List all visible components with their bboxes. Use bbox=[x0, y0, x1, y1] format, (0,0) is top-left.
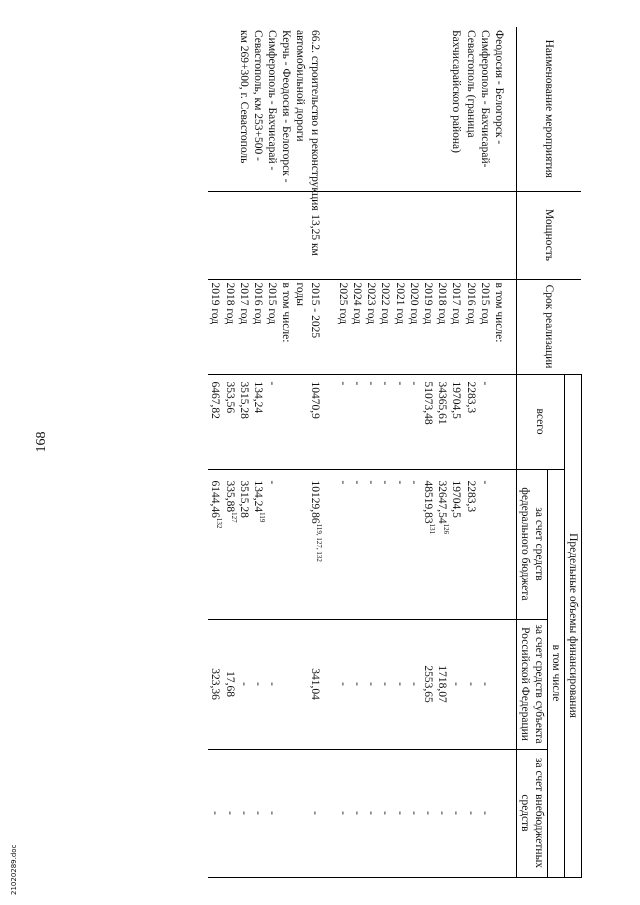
extrabudget-value: - bbox=[450, 811, 463, 815]
federal-value bbox=[265, 473, 279, 616]
extrabudget-value: - bbox=[478, 811, 491, 815]
term-value: 2016 год bbox=[464, 282, 477, 325]
term-value: 2022 год bbox=[379, 282, 392, 325]
header-financing-limits: Предельные объемы финансирования bbox=[564, 374, 581, 877]
extrabudget-column bbox=[208, 749, 325, 877]
term-value: 2020 год bbox=[407, 282, 420, 325]
extrabudget-value: - bbox=[266, 811, 279, 815]
federal-amount: 134,24 bbox=[251, 480, 264, 513]
federal-amount: 2283,3 bbox=[464, 480, 477, 513]
federal-value bbox=[463, 473, 477, 616]
table-body bbox=[208, 27, 516, 877]
subject-value: 2553,65 bbox=[422, 665, 434, 703]
total-value: - bbox=[351, 381, 364, 386]
total-value: 51073,48 bbox=[422, 381, 434, 425]
subject-value: - bbox=[478, 682, 491, 686]
federal-value bbox=[421, 473, 435, 616]
extrabudget-value: - bbox=[351, 811, 364, 815]
federal-value bbox=[449, 473, 463, 616]
federal-amount: 3515,28 bbox=[237, 480, 250, 518]
subject-value: - bbox=[336, 682, 349, 686]
federal-column bbox=[208, 469, 325, 619]
term-value: 2025 год bbox=[336, 282, 349, 325]
total-value: 353,56 bbox=[223, 381, 236, 414]
total-column bbox=[336, 374, 517, 469]
subject-value bbox=[492, 623, 506, 746]
federal-value bbox=[378, 473, 392, 616]
header-term: Срок реализации bbox=[516, 279, 581, 374]
extrabudget-value bbox=[492, 753, 506, 874]
federal-value bbox=[478, 473, 492, 616]
activity-name bbox=[336, 27, 517, 191]
activity-name-line: Керчь - Феодосия - Белогорск - bbox=[280, 30, 293, 183]
term-value: годы bbox=[294, 282, 307, 306]
subject-value: 1718,07 bbox=[436, 665, 449, 703]
term-value: 2019 год bbox=[209, 282, 222, 325]
subject-value bbox=[279, 623, 293, 746]
federal-column bbox=[336, 469, 517, 619]
extrabudget-value: - bbox=[436, 811, 449, 815]
total-value: - bbox=[407, 381, 420, 386]
total-value: 134,24 bbox=[251, 381, 264, 414]
activity-name-line: Бахчисарайского района) bbox=[450, 30, 463, 153]
federal-value bbox=[293, 473, 307, 616]
federal-amount: 335,88 bbox=[223, 480, 236, 513]
total-value: - bbox=[478, 381, 491, 386]
federal-amount: - bbox=[266, 480, 279, 485]
rotated-page-content bbox=[72, 27, 582, 877]
federal-amount: 32647,54 bbox=[436, 480, 449, 524]
extrabudget-value: - bbox=[464, 811, 477, 815]
federal-amount: 19704,5 bbox=[450, 480, 463, 518]
extrabudget-column bbox=[336, 749, 517, 877]
capacity bbox=[336, 191, 517, 279]
federal-value bbox=[407, 473, 421, 616]
term-value: 2021 год bbox=[393, 282, 406, 325]
federal-amount: - bbox=[379, 480, 392, 485]
activity-name-line: км 269+300, г. Севастополь bbox=[237, 30, 250, 164]
term-column bbox=[336, 279, 517, 374]
extrabudget-value bbox=[279, 753, 293, 874]
extrabudget-value: - bbox=[379, 811, 392, 815]
term-value: 2015 - 2025 bbox=[308, 282, 321, 339]
subject-value: - bbox=[365, 682, 378, 686]
subject-column bbox=[336, 619, 517, 749]
header-federal: за счет средств федерального бюджета bbox=[516, 469, 547, 619]
row-spacer bbox=[325, 27, 336, 877]
federal-value bbox=[251, 473, 265, 616]
subject-value: 323,36 bbox=[209, 668, 222, 700]
subject-value: - bbox=[351, 682, 364, 686]
total-value: 2283,3 bbox=[464, 381, 477, 414]
subject-value: 17,68 bbox=[223, 671, 236, 697]
subject-value: - bbox=[464, 682, 477, 686]
term-value: 2024 год bbox=[351, 282, 364, 325]
extrabudget-value: - bbox=[336, 811, 349, 815]
footnote-ref: 119, 127, 132 bbox=[314, 523, 323, 562]
header-power: Мощность bbox=[516, 191, 581, 279]
federal-amount: - bbox=[351, 480, 364, 485]
activity-name-line: Симферополь - Бахчисарай - bbox=[266, 30, 279, 171]
total-value bbox=[492, 378, 506, 466]
subject-value: 341,04 bbox=[308, 668, 321, 700]
total-value bbox=[293, 378, 307, 466]
table-header bbox=[516, 27, 581, 877]
total-value: - bbox=[266, 381, 279, 386]
activity-name-line: Феодосия - Белогорск - bbox=[492, 30, 505, 145]
extrabudget-value: - bbox=[308, 811, 321, 815]
federal-value bbox=[222, 473, 236, 616]
federal-amount: 6144,46 bbox=[209, 480, 222, 518]
federal-value bbox=[492, 473, 506, 616]
federal-value bbox=[208, 473, 222, 616]
subject-value: - bbox=[251, 682, 264, 686]
activity-name-line: 66.2. строительство и реконструкция bbox=[308, 30, 321, 211]
term-value: 2018 год bbox=[223, 282, 236, 325]
subject-value: - bbox=[237, 682, 250, 686]
total-value: 6467,82 bbox=[209, 381, 222, 419]
extrabudget-value: - bbox=[407, 811, 420, 815]
subject-value: - bbox=[379, 682, 392, 686]
capacity-value bbox=[492, 195, 506, 276]
federal-amount: - bbox=[478, 480, 491, 485]
activity-name-line: Севастополь, км 253+500 - bbox=[251, 30, 264, 161]
term-value: 2016 год bbox=[251, 282, 264, 325]
total-value: 10470,9 bbox=[308, 381, 321, 419]
subject-column bbox=[208, 619, 325, 749]
extrabudget-value bbox=[293, 753, 307, 874]
extrabudget-value: - bbox=[365, 811, 378, 815]
federal-value bbox=[435, 473, 449, 616]
extrabudget-value: - bbox=[422, 811, 434, 815]
federal-value bbox=[279, 473, 293, 616]
total-column bbox=[208, 374, 325, 469]
activity-name-line: автомобильной дороги bbox=[294, 30, 307, 142]
term-column bbox=[208, 279, 325, 374]
total-value bbox=[279, 378, 293, 466]
extrabudget-value: - bbox=[393, 811, 406, 815]
page-number: 168 bbox=[34, 431, 49, 453]
subject-value: - bbox=[393, 682, 406, 686]
term-value: 2018 год bbox=[436, 282, 449, 325]
term-value: в том числе: bbox=[280, 282, 293, 343]
table-row bbox=[336, 27, 517, 877]
footnote-ref: 126 bbox=[442, 523, 451, 535]
activity-name bbox=[208, 27, 325, 211]
subject-value bbox=[293, 623, 307, 746]
term-value: 2019 год bbox=[422, 282, 434, 325]
footnote-ref: 127 bbox=[229, 512, 238, 523]
total-value: - bbox=[393, 381, 406, 386]
total-value: - bbox=[379, 381, 392, 386]
footnote-ref: 131 bbox=[428, 523, 436, 535]
federal-value bbox=[350, 473, 364, 616]
table-row bbox=[208, 27, 325, 877]
extrabudget-value: - bbox=[223, 811, 236, 815]
federal-value bbox=[392, 473, 406, 616]
subject-value: - bbox=[450, 682, 463, 686]
total-value: 3515,28 bbox=[237, 381, 250, 419]
federal-amount: - bbox=[336, 480, 349, 485]
activity-name-line: Севастополь (граница bbox=[464, 30, 477, 138]
term-value: 2015 год bbox=[266, 282, 279, 325]
federal-amount: - bbox=[407, 480, 420, 485]
federal-value bbox=[364, 473, 378, 616]
extrabudget-value: - bbox=[251, 811, 264, 815]
term-value: 2023 год bbox=[365, 282, 378, 325]
subject-value: - bbox=[266, 682, 279, 686]
total-value: 19704,5 bbox=[450, 381, 463, 419]
capacity bbox=[208, 191, 325, 279]
federal-amount: 48519,83 bbox=[422, 480, 434, 524]
header-including: в том числе bbox=[547, 469, 564, 877]
header-name: Наименование мероприятия bbox=[516, 27, 581, 191]
footnote-ref: 119 bbox=[257, 512, 266, 523]
term-value: 2017 год bbox=[237, 282, 250, 325]
footer-filename: 21020289.doc bbox=[10, 844, 18, 895]
capacity-value: 13,25 км bbox=[308, 214, 321, 256]
header-total: всего bbox=[516, 374, 564, 469]
federal-amount: - bbox=[365, 480, 378, 485]
footnote-ref: 132 bbox=[215, 517, 224, 529]
header-extrabudget: за счет внебюджетных средств bbox=[516, 749, 547, 877]
extrabudget-value: - bbox=[237, 811, 250, 815]
federal-value bbox=[308, 473, 322, 616]
term-value: 2015 год bbox=[478, 282, 491, 325]
financing-table bbox=[208, 27, 582, 878]
header-subject: за счет средств субъекта Российской Федерации bbox=[516, 619, 547, 749]
extrabudget-value: - bbox=[209, 811, 222, 815]
term-value: 2017 год bbox=[450, 282, 463, 325]
federal-amount: - bbox=[393, 480, 406, 485]
subject-value: - bbox=[407, 682, 420, 686]
federal-amount: 10129,86 bbox=[308, 480, 321, 524]
term-value: в том числе: bbox=[492, 282, 505, 343]
total-value: 34365,61 bbox=[436, 381, 449, 425]
federal-value bbox=[237, 473, 251, 616]
activity-name-line: Симферополь - Бахчисарай- bbox=[478, 30, 491, 168]
federal-value bbox=[336, 473, 350, 616]
total-value: - bbox=[365, 381, 378, 386]
total-value: - bbox=[336, 381, 349, 386]
